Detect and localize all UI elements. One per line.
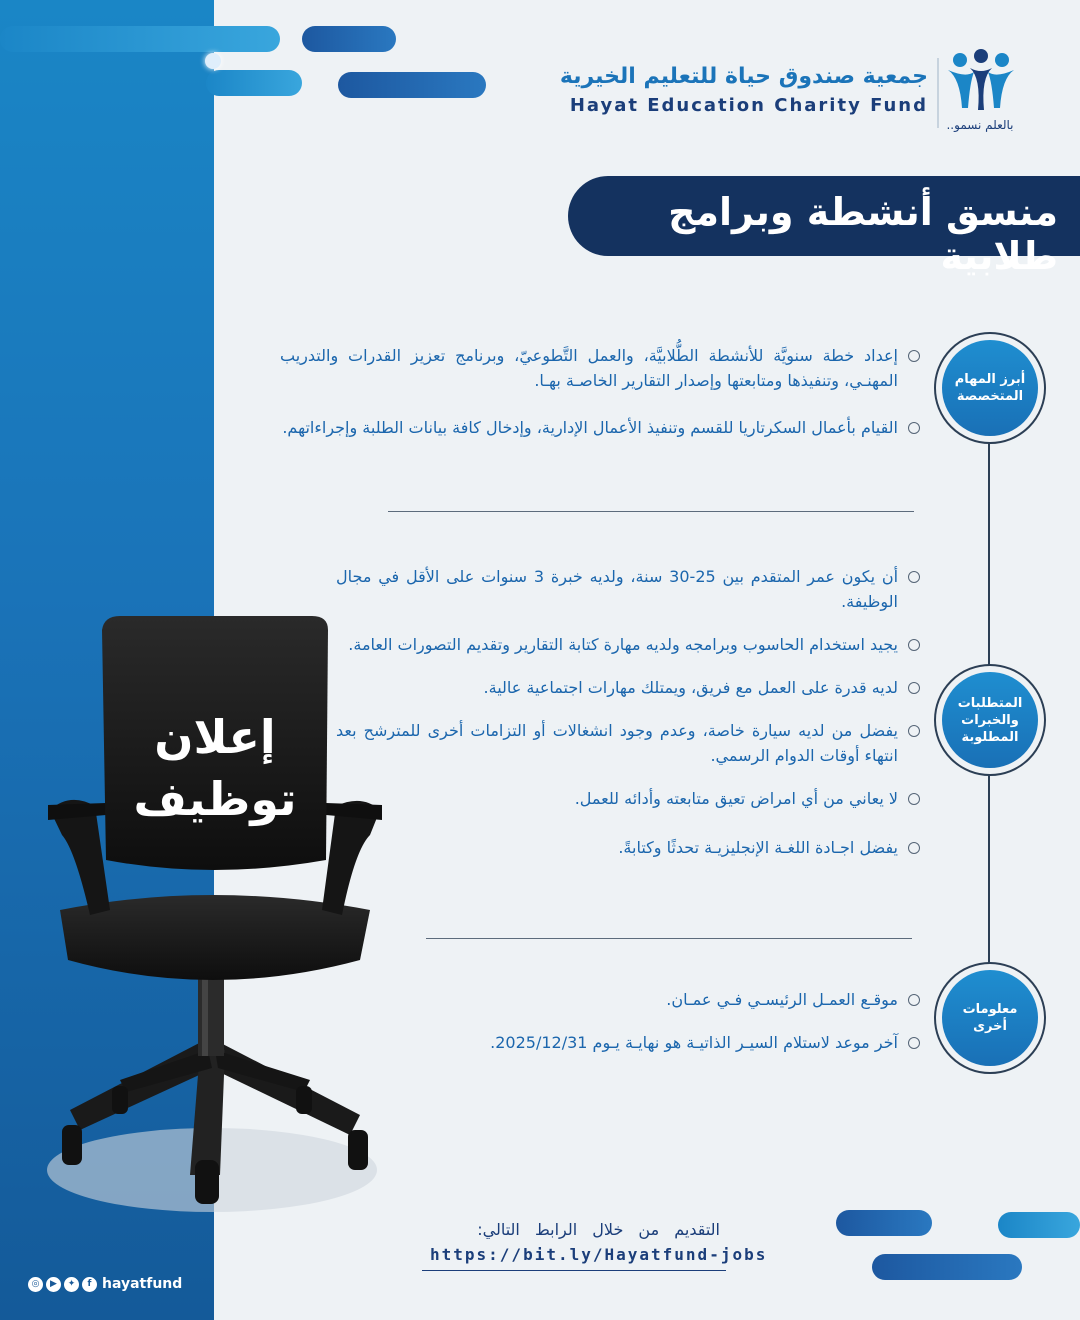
list-item: آخر موعد لاستلام السيـر الذاتيـة هو نهايـة يـوم 2025/12/31. xyxy=(400,1030,900,1055)
bullet-icon xyxy=(908,682,920,694)
list-item: يفضل من لديه سيارة خاصة، وعدم وجود انشغالات أو التزامات أخرى للمترشح بعد انتهاء أوقات الدوام الرسمي. xyxy=(336,718,900,768)
section-divider xyxy=(388,511,914,512)
bullet-icon xyxy=(908,994,920,1006)
section-circle-requirements xyxy=(934,664,1046,776)
apply-underline xyxy=(422,1270,726,1271)
list-item: لا يعاني من أي امراض تعيق متابعته وأدائه للعمل. xyxy=(336,786,900,811)
list-item: إعداد خطة سنويَّة للأنشطة الطُّلابيَّة، والعمل التَّطوعيّ، وبرنامج تعزيز القدرات والتدريب المهنـي، وتنفيذها ومتابعتها وإصدار التقارير الخاصـة بهـا. xyxy=(280,343,900,393)
decor-pill xyxy=(302,26,396,52)
logo-divider xyxy=(937,58,939,128)
list-item: موقـع العمـل الرئيسـي فـي عمـان. xyxy=(400,987,900,1012)
decor-pill xyxy=(872,1254,1022,1280)
brand-name-en: Hayat Education Charity Fund xyxy=(569,95,928,116)
bullet-icon xyxy=(908,350,920,362)
bullet-icon xyxy=(908,725,920,737)
bullet-icon xyxy=(908,793,920,805)
section-circle-other-info xyxy=(934,962,1046,1074)
tasks-list xyxy=(280,343,900,440)
title-bar xyxy=(568,176,1080,278)
hiring-announcement-label: إعلان توظيف xyxy=(133,710,297,826)
section-circle-tasks xyxy=(934,332,1046,444)
decor-pill xyxy=(998,1212,1080,1238)
facebook-icon[interactable]: f xyxy=(82,1277,97,1292)
social-handle: hayatfund xyxy=(102,1276,183,1292)
brand-slogan: بالعلم نسمو.. xyxy=(946,118,1014,132)
bullet-icon xyxy=(908,422,920,434)
twitter-icon[interactable]: ✦ xyxy=(64,1277,79,1292)
decor-pill xyxy=(206,70,302,96)
list-item: أن يكون عمر المتقدم بين 25-30 سنة، ولديه خبرة 3 سنوات على الأقل في مجال الوظيفة. xyxy=(336,564,900,614)
section-divider xyxy=(426,938,912,939)
section-label: أبرز المهام المتخصصة xyxy=(954,372,1026,404)
social-bar xyxy=(28,1276,182,1292)
list-item: يفضل اجـادة اللغـة الإنجليزيـة تحدثًا وكتابةً. xyxy=(336,835,900,860)
decor-pill xyxy=(0,26,280,52)
instagram-icon[interactable]: ◎ xyxy=(28,1277,43,1292)
brand-name-ar: جمعية صندوق حياة للتعليم الخيرية xyxy=(559,64,928,89)
decor-pill xyxy=(338,72,486,98)
apply-instruction: التقديم من خلال الرابط التالي: xyxy=(477,1220,720,1239)
logo-people-icon xyxy=(944,48,1018,120)
section-label: معلومات أخرى xyxy=(962,1002,1018,1034)
requirements-list xyxy=(336,564,900,860)
bullet-icon xyxy=(908,1037,920,1049)
list-item: يجيد استخدام الحاسوب وبرامجه ولديه مهارة كتابة التقارير وتقديم التصورات العامة. xyxy=(336,632,900,657)
bullet-icon xyxy=(908,842,920,854)
job-title: منسق أنشطة وبرامج طلابية xyxy=(668,190,1058,278)
decor-dot xyxy=(205,53,221,69)
youtube-icon[interactable]: ▶ xyxy=(46,1277,61,1292)
list-item: لديه قدرة على العمل مع فريق، ويمتلك مهارات اجتماعية عالية. xyxy=(336,675,900,700)
bullet-icon xyxy=(908,571,920,583)
apply-link[interactable]: https://bit.ly/Hayatfund-jobs xyxy=(430,1245,768,1264)
other-info-list xyxy=(400,987,900,1055)
decor-pill xyxy=(836,1210,932,1236)
list-item: القيام بأعمال السكرتاريا للقسم وتنفيذ الأعمال الإدارية، وإدخال كافة بيانات الطلبة وإجراءاتهم. xyxy=(280,415,900,440)
section-label: المتطلبات والخبرات المطلوبة xyxy=(957,695,1023,745)
bullet-icon xyxy=(908,639,920,651)
office-chair-illustration xyxy=(40,610,400,1220)
